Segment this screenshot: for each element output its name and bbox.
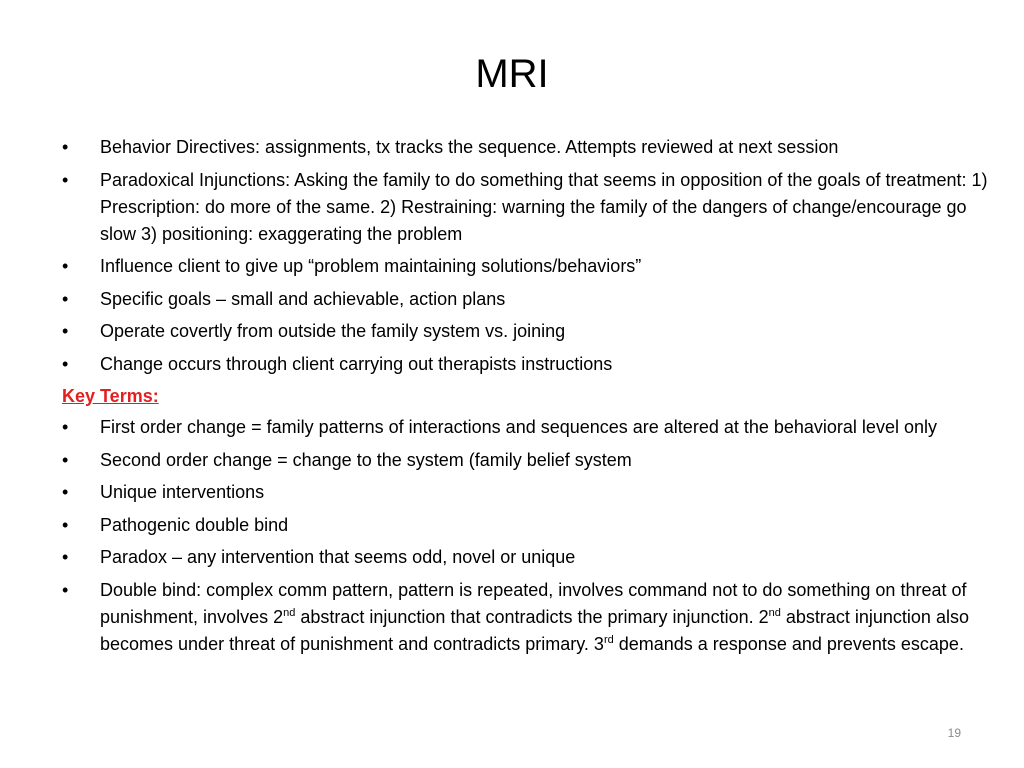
list-item-double-bind	[62, 577, 992, 658]
slide-title: MRI	[475, 52, 549, 96]
bullet-icon: •	[62, 256, 69, 276]
list-item	[62, 167, 992, 248]
list-item-text: Operate covertly from outside the family system vs. joining	[100, 321, 566, 341]
text-segment: Double bind: complex comm pattern, pattern is repeated, involves command not to do something on threat of punishment, involves 2	[100, 579, 967, 627]
list-item	[62, 414, 992, 441]
bullet-icon: •	[62, 321, 69, 341]
list-item-text: Change occurs through client carrying out therapists instructions	[100, 353, 613, 374]
bullet-icon: •	[62, 482, 69, 502]
list-item	[62, 351, 992, 378]
key-terms-heading: Key Terms:	[62, 386, 159, 406]
bullet-icon: •	[62, 137, 69, 157]
text-segment: abstract injunction that contradicts the primary injunction. 2	[295, 606, 769, 627]
list-item-text: Paradoxical Injunctions: Asking the family to do something that seems in opposition of the goals of treatment: 1) Prescription: do more of the same. 2) Restraining: warning the family of the dangers of change/encourage go slow 3) positioning: exaggerating the problem	[100, 169, 988, 244]
text-segment: demands a response and prevents escape.	[613, 633, 964, 654]
bullet-list-key-terms	[62, 414, 992, 658]
bullet-icon: •	[62, 169, 69, 190]
slide-content	[62, 134, 992, 663]
list-item-text: First order change = family patterns of interactions and sequences are altered at the behavioral level only	[100, 417, 937, 437]
list-item	[62, 512, 992, 539]
list-item-text	[100, 580, 969, 654]
list-item-text: Behavior Directives: assignments, tx tracks the sequence. Attempts reviewed at next session	[100, 137, 839, 157]
list-item-text: Paradox – any intervention that seems odd, novel or unique	[100, 547, 576, 567]
list-item	[62, 447, 992, 474]
bullet-icon: •	[62, 547, 69, 567]
bullet-list-main	[62, 134, 992, 378]
text-segment: abstract injunction also becomes under threat of punishment and contradicts primary. 3	[100, 606, 969, 654]
page-number: 19	[947, 726, 961, 740]
superscript: nd	[283, 606, 296, 619]
list-item	[62, 318, 992, 345]
list-item-text: Influence client to give up “problem maintaining solutions/behaviors”	[100, 256, 642, 276]
bullet-icon: •	[62, 353, 69, 374]
list-item	[62, 253, 992, 280]
superscript: nd	[768, 606, 781, 619]
list-item	[62, 286, 992, 313]
list-item	[62, 544, 992, 571]
list-item	[62, 479, 992, 506]
list-item-text: Second order change = change to the system (family belief system	[100, 449, 632, 470]
bullet-icon: •	[62, 417, 69, 437]
superscript: rd	[603, 633, 614, 646]
bullet-icon: •	[62, 449, 69, 470]
bullet-icon: •	[62, 579, 69, 600]
list-item-text: Specific goals – small and achievable, action plans	[100, 288, 506, 309]
bullet-icon: •	[62, 514, 69, 535]
list-item	[62, 134, 992, 161]
list-item-text: Pathogenic double bind	[100, 514, 289, 535]
list-item-text: Unique interventions	[100, 482, 265, 502]
bullet-icon: •	[62, 288, 69, 309]
